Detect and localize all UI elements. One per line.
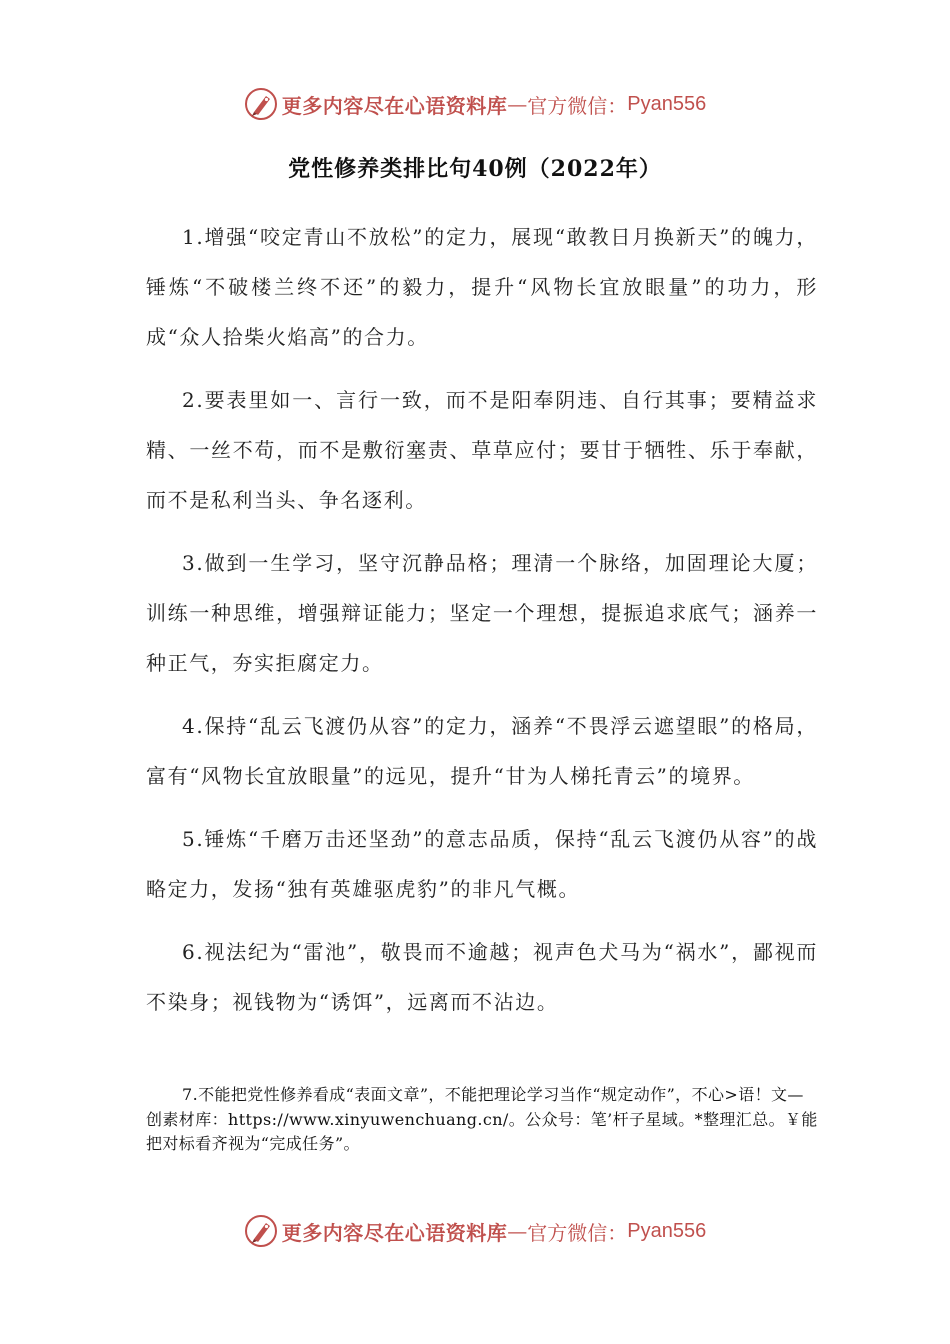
paragraph-4: 4.保持“乱云飞渡仍从容”的定力，涵养“不畏浮云遮望眼”的格局，富有“风物长宜放眼量”的远见，提升“甘为人梯托青云”的境界。 (146, 714, 818, 788)
paragraph-3: 3.做到一生学习，坚守沉静品格；理清一个脉络，加固理论大厦；训练一种思维，增强辩证能力；坚定一个理想，提振追求底气；涵养一种正气，夯实拒腐定力。 (146, 551, 818, 675)
banner-wechat-label: 官方微信： (527, 93, 628, 118)
paragraph-2: 2.要表里如一、言行一致，而不是阳奉阴违、自行其事；要精益求精、一丝不苟，而不是敷衍塞责、草草应付；要甘于牺牲、乐于奉献，而不是私利当头、争名逐利。 (146, 388, 818, 512)
banner-wechat-label: 官方微信： (527, 1220, 628, 1245)
banner-main-text: 更多内容尽在心语资料库 (281, 93, 508, 118)
banner-separator: — (507, 92, 528, 116)
pen-nib-logo-icon (244, 87, 278, 121)
document-body (146, 212, 818, 1040)
document-footer-paragraph (146, 1083, 818, 1157)
banner-wechat-id: Pyan556 (627, 1219, 707, 1242)
paragraph-6: 6.视法纪为“雷池”，敬畏而不逾越；视声色犬马为“祸水”，鄙视而不染身；视钱物为“诱饵”，远离而不沾边。 (146, 940, 818, 1014)
banner-main-text: 更多内容尽在心语资料库 (281, 1220, 508, 1245)
footer-banner (0, 1211, 950, 1251)
banner-separator: — (507, 1219, 528, 1243)
banner-wechat-id: Pyan556 (627, 92, 707, 115)
pen-nib-logo-icon (244, 1214, 278, 1248)
paragraph-1: 1.增强“咬定青山不放松”的定力，展现“敢教日月换新天”的魄力，锤炼“不破楼兰终不还”的毅力，提升“风物长宜放眼量”的功力，形成“众人拾柴火焰高”的合力。 (146, 225, 818, 349)
document-title: 党性修养类排比句40例（2022年） (288, 156, 662, 182)
header-banner (0, 84, 950, 124)
paragraph-7: 7.不能把党性修养看成“表面文章”，不能把理论学习当作“规定动作”，不心>语！文—创素材库：https://www.xinyuwenchuang.cn/。公众号：笔’杆子星域。*整理汇总。￥能把对标看齐视为“完成任务”。 (146, 1085, 818, 1153)
paragraph-5: 5.锤炼“千磨万击还坚劲”的意志品质，保持“乱云飞渡仍从容”的战略定力，发扬“独有英雄驱虎豹”的非凡气概。 (146, 827, 818, 901)
